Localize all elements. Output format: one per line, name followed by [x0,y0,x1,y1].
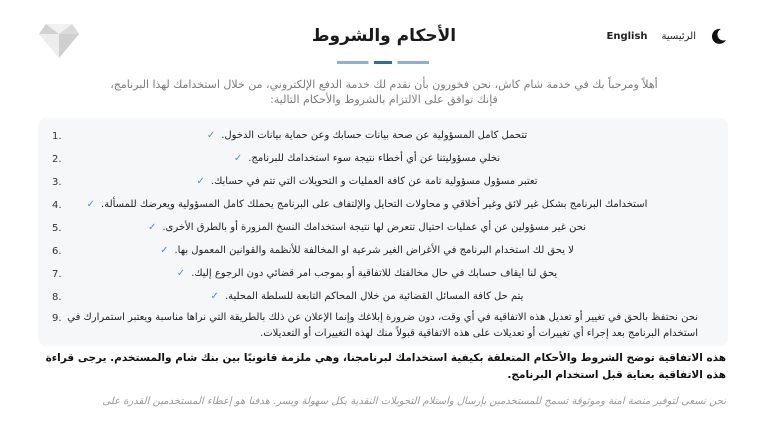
description-text: نحن نسعى لتوفير منصة آمنة وموثوقة تسمح للمستخدمين بإرسال واستلام التحويلات النقدية بكل سهولة ويسر. هدفنا هو إعطاء المستخدمين القدرة على [102,396,726,407]
term-text: تعتبر مسؤول مسؤولية تامة عن كافة العمليات و التحويلات التي تتم في حسابك. [210,176,538,187]
term-text: يتم حل كافة المسائل القضائية من خلال المحاكم التابعة للسلطة المحلية. [224,291,524,302]
term-number: 7. [52,269,62,280]
intro-text: أهلاً ومرحباً بك في خدمة شام كاش، نحن فخورون بأن نقدم لك خدمة الدفع الإلكتروني، من خلال استخدامك لهذا البرنامج، فإنك توافق على الالتزام بالشروط والأحكام التالية: [110,78,658,106]
term-text: يحق لنا ايقاف حسابك في حال مخالفتك للاتفاقية أو بموجب امر قضائي دون الرجوع إليك. [191,268,558,279]
term-number: 3. [52,177,62,188]
term-number: 6. [52,246,62,257]
moon-icon[interactable] [710,27,728,45]
check-icon: ✓ [160,245,169,256]
terms-card [38,118,728,346]
title-underline [337,61,429,64]
check-icon: ✓ [147,222,157,233]
term-text: استخدامك البرنامج بشكل غير لائق وغير أخلاقي و محاولات التحايل والإلتفاف على البرنامج يحملك كامل المسؤولية ويعرضك للمسألة. [101,199,648,210]
check-icon: ✓ [196,176,205,187]
header [0,0,768,62]
term-text: لا يحق لك استخدام البرنامج في الأغراض الغير شرعية او المخالفة للأنظمة والقوانين المعمول بها. [174,245,574,256]
term-number: 9. [52,313,62,324]
check-icon: ✓ [233,153,243,164]
check-icon: ✓ [86,199,96,210]
term-text: نحن نحتفظ بالحق في تغيير أو تعديل هذه الاتفاقية في أي وقت، دون ضرورة إبلاغك وإنما الإعلان عن ذلك بالطريقة التي نراها مناسبة ويعتبر استمرارك في استخدام البرنامج بعد إجراء أي تغييرات أو تعديلات على هذه الاتفاقية قبولاً منك لهذه التغييرات أو التعديلات. [67,312,698,339]
term-text: نحن غير مسؤولين عن أي عمليات احتيال تتعرض لها نتيجة استخدامك النسخ المزورة أو بالطرق الأخرى. [162,222,587,233]
term-text: نخلي مسؤوليتنا عن أي أخطاء نتيجة سوء استخدامك للبرنامج. [248,153,501,164]
top-nav [607,27,729,45]
term-number: 1. [52,131,62,142]
page-title: الأحكام والشروط [311,26,457,46]
term-number: 2. [52,154,62,165]
nav-home-link[interactable]: الرئيسية [661,30,696,42]
term-text: تتحمل كامل المسؤولية عن صحة بيانات حسابك وعن حماية بيانات الدخول. [221,130,528,141]
language-switch-link[interactable]: English [606,30,648,42]
term-number: 5. [52,223,62,234]
check-icon: ✓ [176,268,186,279]
term-number: 4. [52,200,62,211]
term-number: 8. [52,292,62,303]
check-icon: ✓ [206,130,216,141]
agreement-note: هذه الاتفاقية توضح الشروط والأحكام المتعلقة بكيفية استخدامك لبرنامجنا، وهي ملزمة قانونيًا بين بنك شام والمستخدم. يرجى قراءة هذه الاتفاقية بعناية قبل استخدام البرنامج. [45,352,726,381]
check-icon: ✓ [210,291,219,302]
